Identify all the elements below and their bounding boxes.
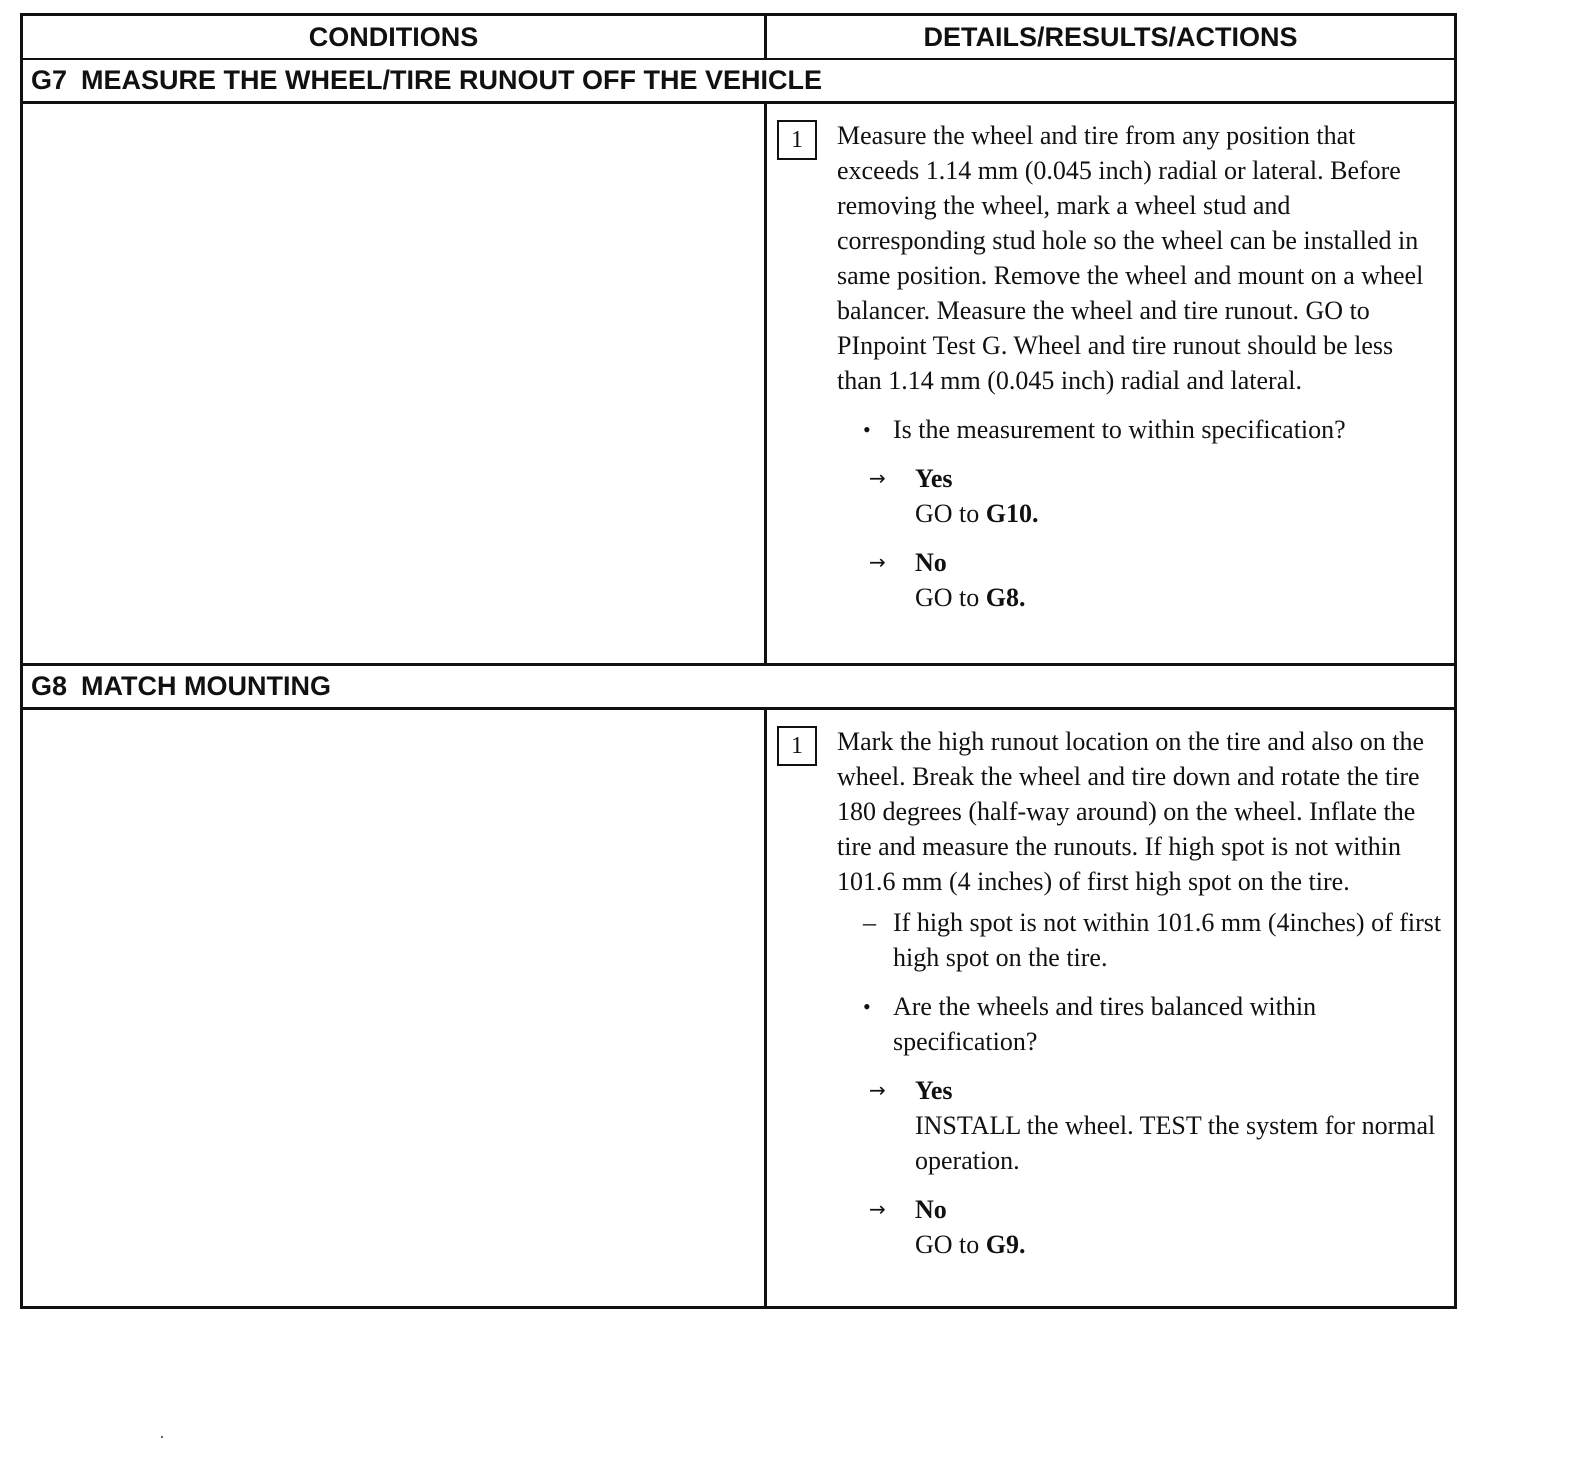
diagnostic-table xyxy=(20,13,1457,1309)
action-text: GO to xyxy=(915,499,980,528)
step-code: G7 xyxy=(31,65,68,95)
outcome-no xyxy=(869,1192,1442,1262)
instruction-text: Measure the wheel and tire from any position that exceeds 1.14 mm (0.045 inch) radial or lateral. Before removing the wheel, mark a wheel stud and corresponding stud hole so the wheel can be installed in same position. Remove the wheel and mount on a wheel balancer. Measure the wheel and tire runout. GO to PInpoint Test G. Wheel and tire runout should be less than 1.14 mm (0.045 inch) radial and lateral. xyxy=(837,121,1424,395)
dash-icon: – xyxy=(863,908,876,937)
dash-text: If high spot is not within 101.6 mm (4inches) of first high spot on the tire. xyxy=(893,908,1442,972)
outcome-action xyxy=(869,496,1442,531)
step-title-g7 xyxy=(23,60,1454,104)
step-number-box: 1 xyxy=(777,120,817,160)
details-cell xyxy=(764,104,1454,663)
step-reference: G9. xyxy=(985,1230,1026,1259)
bullet-icon: • xyxy=(863,994,871,1019)
step-body-g7 xyxy=(23,104,1454,666)
arrow-right-icon: → xyxy=(869,1078,886,1102)
conditions-header: CONDITIONS xyxy=(308,21,479,52)
step-title-text: MATCH MOUNTING xyxy=(81,671,331,701)
question-text: Is the measurement to within specification? xyxy=(893,415,1346,444)
action-text: GO to xyxy=(915,583,980,612)
outcome-yes xyxy=(869,1073,1442,1178)
bullet-icon: • xyxy=(863,417,871,442)
outcome-no xyxy=(869,545,1442,615)
outcome-action xyxy=(869,580,1442,615)
step-title-g8 xyxy=(23,666,1454,710)
action-text: INSTALL the wheel. TEST the system for normal operation. xyxy=(915,1111,1436,1175)
step-title-text: MEASURE THE WHEEL/TIRE RUNOUT OFF THE VEHICLE xyxy=(81,65,823,95)
details-header: DETAILS/RESULTS/ACTIONS xyxy=(764,16,1454,58)
details-cell xyxy=(764,710,1454,1306)
outcome-label: No xyxy=(915,548,947,577)
outcome-action xyxy=(869,1108,1442,1178)
step-code: G8 xyxy=(31,671,68,701)
outcome-label: Yes xyxy=(915,1076,953,1105)
conditions-cell xyxy=(23,104,764,663)
question-item xyxy=(863,989,1442,1059)
step-number-box: 1 xyxy=(777,726,817,766)
question-item xyxy=(863,412,1442,447)
table-header xyxy=(23,16,1454,60)
step-reference: G8. xyxy=(985,583,1026,612)
scan-speck xyxy=(161,1436,163,1438)
arrow-right-icon: → xyxy=(869,1197,886,1221)
arrow-right-icon: → xyxy=(869,466,886,490)
conditions-cell xyxy=(23,710,764,1306)
outcome-label: Yes xyxy=(915,464,953,493)
step-reference: G10. xyxy=(985,499,1039,528)
action-text: GO to xyxy=(915,1230,980,1259)
instruction-text: Mark the high runout location on the tire and also on the wheel. Break the wheel and tire down and rotate the tire 180 degrees (half-way around) on the wheel. Inflate the tire and measure the runouts. If high spot is not within 101.6 mm (4 inches) of first high spot on the tire. xyxy=(837,727,1425,896)
outcome-action xyxy=(869,1227,1442,1262)
question-text: Are the wheels and tires balanced within specification? xyxy=(893,992,1317,1056)
outcome-label: No xyxy=(915,1195,947,1224)
outcome-yes xyxy=(869,461,1442,531)
step-body-g8 xyxy=(23,710,1454,1306)
arrow-right-icon: → xyxy=(869,550,886,574)
dash-item xyxy=(863,905,1442,975)
